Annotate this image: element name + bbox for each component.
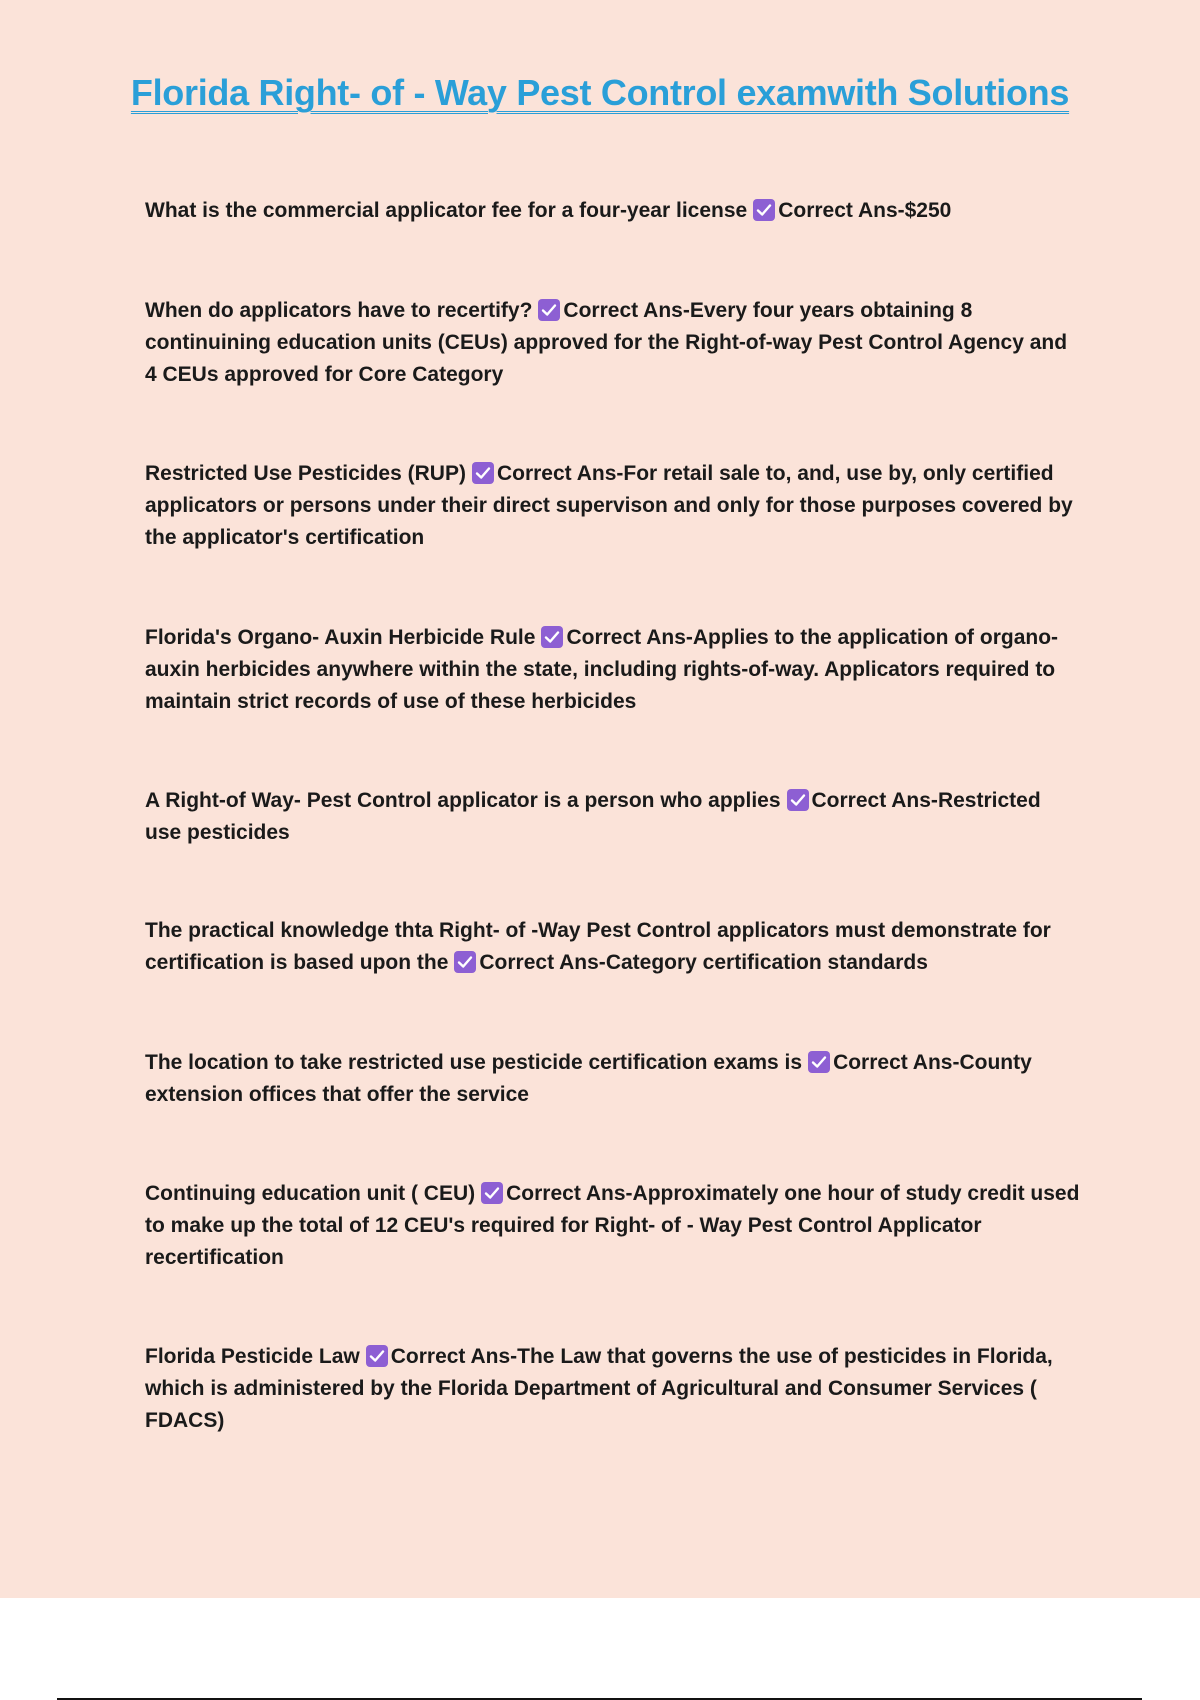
- checkbox-icon: [538, 299, 560, 321]
- checkbox-icon: [753, 199, 775, 221]
- qa-item: [145, 195, 1080, 227]
- qa-item: [145, 622, 1080, 718]
- answer-text: $250: [904, 199, 952, 222]
- question-text: A Right-of Way- Pest Control applicator is a person who applies: [145, 789, 781, 812]
- answer-prefix: Correct Ans-: [496, 462, 624, 485]
- question-text: The practical knowledge thta Right- of -Way Pest Control applicators must demonstrate for certification is based upon the: [145, 919, 1051, 974]
- answer-text: Restricted use pesticides: [145, 789, 1041, 844]
- answer-text: County extension offices that offer the service: [145, 1051, 1032, 1106]
- qa-item: [145, 295, 1080, 391]
- qa-item: [145, 1047, 1080, 1111]
- qa-item: [145, 785, 1080, 849]
- question-text: When do applicators have to recertify?: [145, 299, 533, 322]
- answer-text: Applies to the application of organo- auxin herbicides anywhere within the state, including rights-of-way. Applicators required to maintain strict records of use of these herbicides: [145, 626, 1059, 713]
- question-text: Florida Pesticide Law: [145, 1345, 360, 1368]
- answer-prefix: Correct Ans-: [506, 1182, 633, 1205]
- answer-prefix: Correct Ans-: [563, 299, 690, 322]
- question-text: The location to take restricted use pesticide certification exams is: [145, 1051, 803, 1074]
- question-text: Continuing education unit ( CEU): [145, 1182, 476, 1205]
- answer-text: Category certification standards: [605, 951, 928, 974]
- answer-text: Approximately one hour of study credit used to make up the total of 12 CEU's required for Right- of - Way Pest Control Applicator recertification: [145, 1182, 1080, 1269]
- question-text: What is the commercial applicator fee for a four-year license: [145, 199, 748, 222]
- document-title: Florida Right- of - Way Pest Control examwith Solutions: [130, 72, 1070, 113]
- checkbox-icon: [472, 462, 494, 484]
- answer-prefix: Correct Ans-: [778, 199, 905, 222]
- answer-text: For retail sale to, and, use by, only certified applicators or persons under their direct supervison and only for those purposes covered by the applicator's certification: [145, 462, 1073, 549]
- qa-item: [145, 1178, 1080, 1274]
- question-text: Florida's Organo- Auxin Herbicide Rule: [145, 626, 536, 649]
- qa-item: [145, 915, 1080, 979]
- answer-prefix: Correct Ans-: [479, 951, 606, 974]
- answer-prefix: Correct Ans-: [833, 1051, 960, 1074]
- answer-prefix: Correct Ans-: [390, 1345, 518, 1368]
- checkbox-icon: [787, 789, 809, 811]
- qa-item: [145, 1341, 1080, 1437]
- checkbox-icon: [808, 1051, 830, 1073]
- checkbox-icon: [366, 1345, 388, 1367]
- checkbox-icon: [454, 951, 476, 973]
- checkbox-icon: [481, 1182, 503, 1204]
- answer-prefix: Correct Ans-: [811, 789, 938, 812]
- answer-prefix: Correct Ans-: [566, 626, 693, 649]
- qa-item: [145, 458, 1080, 554]
- answer-text: Every four years obtaining 8 continuining education units (CEUs) approved for the Right-of-way Pest Control Agency and 4 CEUs approved for Core Category: [145, 299, 1068, 386]
- question-text: Restricted Use Pesticides (RUP): [145, 462, 466, 485]
- answer-text: The Law that governs the use of pesticides in Florida, which is administered by the Florida Department of Agricultural and Consumer Services ( FDACS): [145, 1345, 1053, 1432]
- checkbox-icon: [541, 626, 563, 648]
